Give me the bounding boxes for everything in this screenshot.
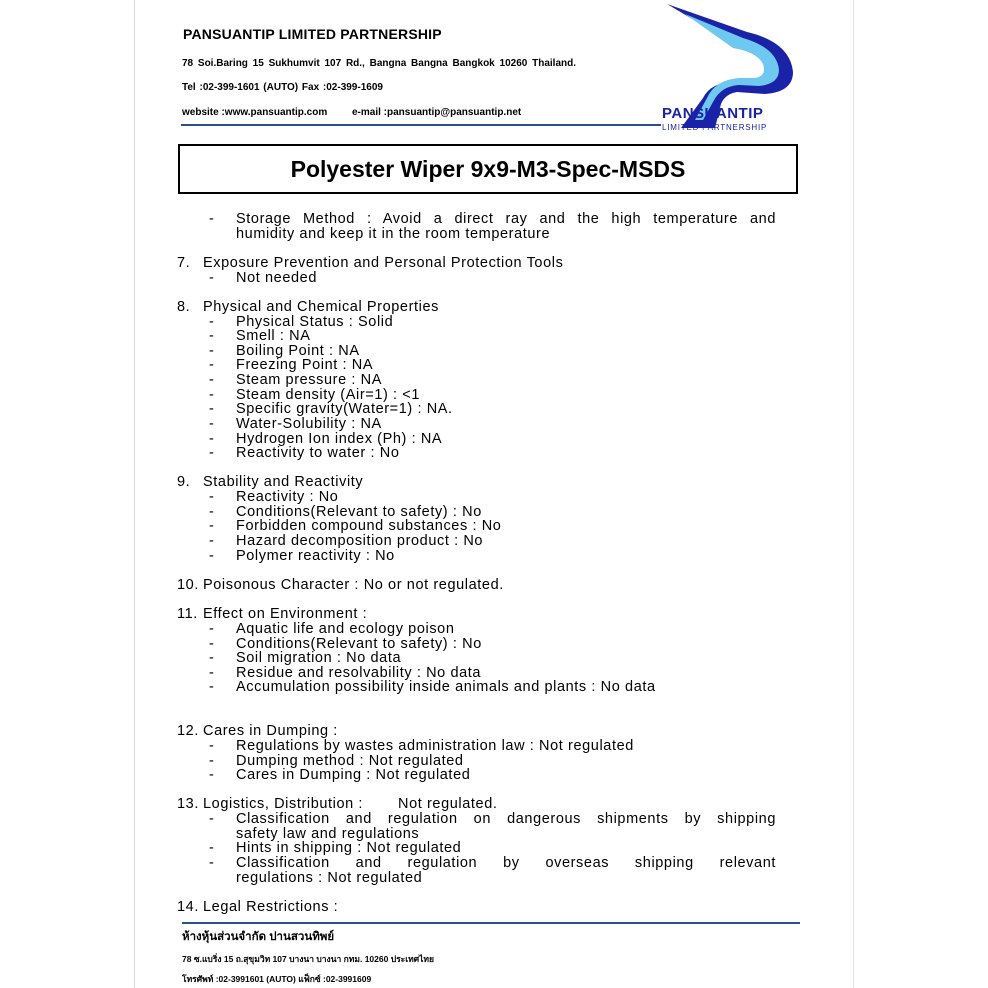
list-item: Accumulation possibility inside animals and plants : No data: [236, 679, 656, 695]
page-edge-right: [853, 0, 854, 988]
bullet: -: [209, 518, 214, 534]
list-item: Steam pressure : NA: [236, 372, 382, 388]
footer-address-thai: 78 ซ.แบริ่ง 15 ถ.สุขุมวิท 107 บางนา บางนา กทม. 10260 ประเทศไทย: [182, 954, 434, 964]
list-item: Residue and resolvability : No data: [236, 665, 482, 681]
bullet: -: [209, 753, 214, 769]
footer-divider: [182, 922, 800, 924]
list-item-line: safety law and regulations: [236, 826, 420, 842]
bullet: -: [209, 314, 214, 330]
section-heading: Effect on Environment :: [203, 606, 368, 622]
document-title-box: [178, 144, 798, 194]
bullet: -: [209, 840, 214, 856]
bullet: -: [209, 621, 214, 637]
page-edge-left: [134, 0, 135, 988]
list-item-line: regulations : Not regulated: [236, 870, 423, 886]
list-item: Conditions(Relevant to safety) : No: [236, 504, 482, 520]
footer-company-thai: ห้างหุ้นส่วนจำกัด ปานสวนทิพย์: [182, 931, 335, 943]
section-heading: Poisonous Character : No or not regulated.: [203, 577, 504, 593]
bullet: -: [209, 343, 214, 359]
list-item: Polymer reactivity : No: [236, 548, 395, 564]
list-item-line: Classification and regulation on dangerous shipments by shipping: [236, 811, 776, 827]
bullet: -: [209, 548, 214, 564]
section-number: 10.: [177, 577, 199, 593]
bullet: -: [209, 401, 214, 417]
list-item: Water-Solubility : NA: [236, 416, 382, 432]
list-item: Aquatic life and ecology poison: [236, 621, 455, 637]
bullet: -: [209, 489, 214, 505]
list-item: Cares in Dumping : Not regulated: [236, 767, 471, 783]
list-item: Reactivity : No: [236, 489, 339, 505]
company-address: 78 Soi.Baring 15 Sukhumvit 107 Rd., Bangna Bangna Bangkok 10260 Thailand.: [182, 58, 576, 69]
list-item: Boiling Point : NA: [236, 343, 360, 359]
section-number: 9.: [177, 474, 191, 490]
section-heading: Physical and Chemical Properties: [203, 299, 439, 315]
bullet: -: [209, 811, 214, 827]
company-contact: [182, 107, 521, 118]
section-heading: Legal Restrictions :: [203, 899, 339, 915]
bullet: -: [209, 650, 214, 666]
storage-method-line-1: Storage Method : Avoid a direct ray and the high temperature and: [236, 211, 776, 227]
list-item: Conditions(Relevant to safety) : No: [236, 636, 482, 652]
bullet: -: [209, 211, 214, 227]
bullet: -: [209, 665, 214, 681]
list-item: Specific gravity(Water=1) : NA.: [236, 401, 453, 417]
list-item: Reactivity to water : No: [236, 445, 400, 461]
section-heading: Logistics, Distribution :: [203, 796, 364, 812]
list-item: Physical Status : Solid: [236, 314, 394, 330]
section-heading: Exposure Prevention and Personal Protection Tools: [203, 255, 564, 271]
list-item: Smell : NA: [236, 328, 311, 344]
bullet: -: [209, 357, 214, 373]
section-number: 11.: [177, 606, 198, 622]
list-item: Soil migration : No data: [236, 650, 402, 666]
company-email: e-mail :pansuantip@pansuantip.net: [352, 107, 522, 118]
bullet: -: [209, 679, 214, 695]
section-number: 7.: [177, 255, 191, 271]
section-heading: Stability and Reactivity: [203, 474, 364, 490]
list-item: Hints in shipping : Not regulated: [236, 840, 462, 856]
bullet: -: [209, 533, 214, 549]
header-divider: [181, 124, 661, 126]
bullet: -: [209, 738, 214, 754]
bullet: -: [209, 445, 214, 461]
storage-method-line-2: humidity and keep it in the room temperature: [236, 226, 551, 242]
bullet: -: [209, 855, 214, 871]
bullet: -: [209, 270, 214, 286]
bullet: -: [209, 416, 214, 432]
section-number: 8.: [177, 299, 191, 315]
bullet: -: [209, 636, 214, 652]
section-number: 12.: [177, 723, 199, 739]
list-item-line: Classification and regulation by overseas shipping relevant: [236, 855, 776, 871]
list-item: Hydrogen Ion index (Ph) : NA: [236, 431, 443, 447]
section-number: 13.: [177, 796, 199, 812]
section-number: 14.: [177, 899, 199, 915]
bullet: -: [209, 387, 214, 403]
list-item: Steam density (Air=1) : <1: [236, 387, 421, 403]
list-item: Dumping method : Not regulated: [236, 753, 464, 769]
bullet: -: [209, 767, 214, 783]
bullet: -: [209, 328, 214, 344]
company-name: PANSUANTIP LIMITED PARTNERSHIP: [183, 26, 442, 42]
list-item: Not needed: [236, 270, 317, 286]
section-heading: Cares in Dumping :: [203, 723, 338, 739]
logo-name: PANSUANTIP: [662, 105, 764, 122]
company-website: website :www.pansuantip.com: [182, 107, 328, 118]
footer-phone-thai: โทรศัพท์ :02-3991601 (AUTO) แฟ็กซ์ :02-3991609: [182, 974, 372, 984]
list-item: Forbidden compound substances : No: [236, 518, 502, 534]
bullet: -: [209, 372, 214, 388]
list-item: Hazard decomposition product : No: [236, 533, 484, 549]
company-phone-fax: Tel :02-399-1601 (AUTO) Fax :02-399-1609: [182, 82, 383, 93]
logo-subtitle: LIMITED PARTNERSHIP: [662, 123, 768, 132]
bullet: -: [209, 431, 214, 447]
bullet: -: [209, 504, 214, 520]
list-item: Freezing Point : NA: [236, 357, 374, 373]
section-heading-value: Not regulated.: [398, 796, 498, 812]
document-title: Polyester Wiper 9x9-M3-Spec-MSDS: [290, 155, 686, 182]
list-item: Regulations by wastes administration law : Not regulated: [236, 738, 634, 754]
